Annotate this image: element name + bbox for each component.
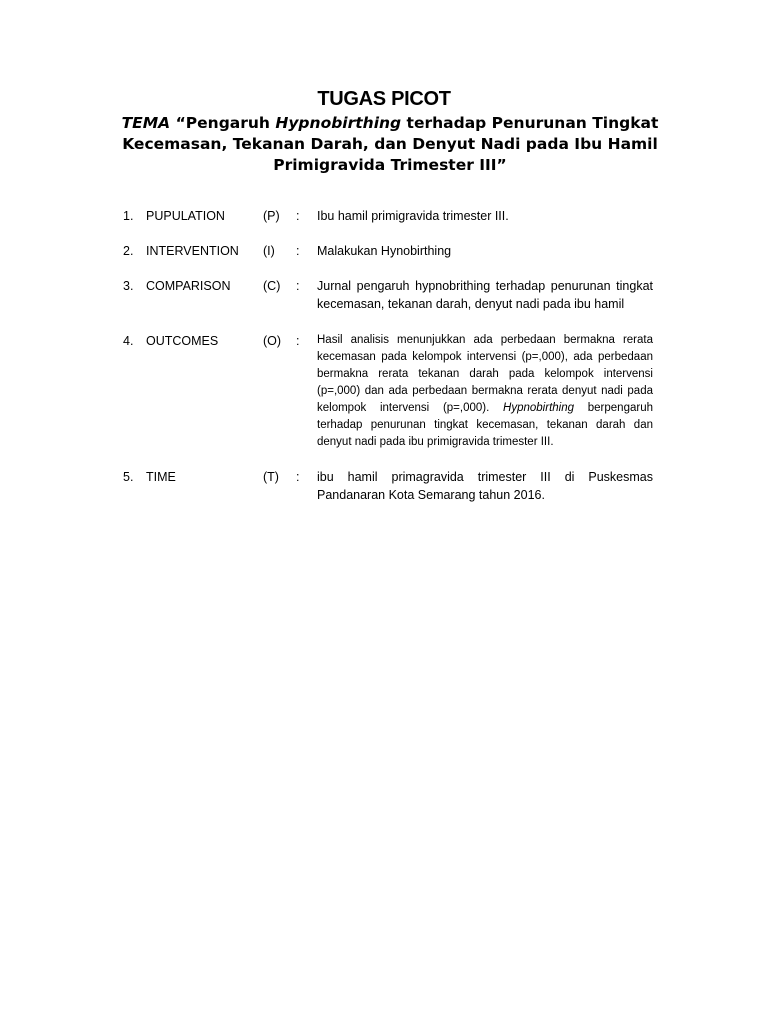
row-label: TIME xyxy=(146,470,176,484)
tema-text-italic: Hypnobirthing xyxy=(275,114,402,132)
tema-label: TEMA xyxy=(121,114,171,132)
row-content: ibu hamil primagravida trimester III di Puskesmas Pandanaran Kota Semarang tahun 2016. xyxy=(317,470,653,502)
row-label: COMPARISON xyxy=(146,279,231,293)
row-content xyxy=(317,332,653,451)
row-code: (T) xyxy=(263,470,279,484)
row-colon: : xyxy=(296,244,300,258)
row-label: INTERVENTION xyxy=(146,244,239,258)
row-code: (O) xyxy=(263,334,282,348)
row-label: OUTCOMES xyxy=(146,334,219,348)
row-number: 5. xyxy=(123,470,134,484)
tema-text-part1: “Pengaruh xyxy=(175,114,276,132)
tema-text-part2: terhadap Penurunan Tingkat Kecemasan, Tekanan Darah, dan Denyut Nadi pada Ibu Hamil Primigravida Trimester III” xyxy=(122,114,659,174)
picot-row-intervention xyxy=(123,242,653,260)
picot-row-comparison xyxy=(123,277,653,313)
row-colon: : xyxy=(296,334,300,348)
row-number: 3. xyxy=(123,279,134,293)
picot-row-time xyxy=(123,468,653,504)
picot-row-outcomes xyxy=(123,332,653,451)
picot-row-population xyxy=(123,207,653,225)
row-number: 1. xyxy=(123,209,134,223)
outcomes-text-a: Hasil analisis menunjukkan ada perbedaan bermakna rerata kecemasan pada kelompok intervensi (p=,000), ada perbedaan bermakna rerata tekanan darah pada kelompok intervensi (p=,000) dan ada perbedaan bermakna rerata denyut nadi pada kelompok intervensi (p=,000). xyxy=(317,334,653,414)
row-colon: : xyxy=(296,470,300,484)
outcomes-text-italic: Hypnobirthing xyxy=(503,402,575,414)
tema-heading xyxy=(90,113,690,176)
row-content: Malakukan Hynobirthing xyxy=(317,244,452,258)
row-colon: : xyxy=(296,279,300,293)
document-title: TUGAS PICOT xyxy=(317,88,451,110)
row-colon: : xyxy=(296,209,300,223)
row-number: 2. xyxy=(123,244,134,258)
outcomes-text-b: berpengaruh terhadap penurunan tingkat kecemasan, tekanan darah dan denyut nadi pada ibu primigravida trimester III. xyxy=(317,402,653,448)
row-code: (C) xyxy=(263,279,281,293)
row-code: (P) xyxy=(263,209,280,223)
row-content: Ibu hamil primigravida trimester III. xyxy=(317,209,509,223)
row-content: Jurnal pengaruh hypnobrithing terhadap penurunan tingkat kecemasan, tekanan darah, denyut nadi pada ibu hamil xyxy=(317,279,653,311)
row-code: (I) xyxy=(263,244,275,258)
picot-list xyxy=(123,207,653,504)
row-number: 4. xyxy=(123,334,134,348)
row-label: PUPULATION xyxy=(146,209,225,223)
